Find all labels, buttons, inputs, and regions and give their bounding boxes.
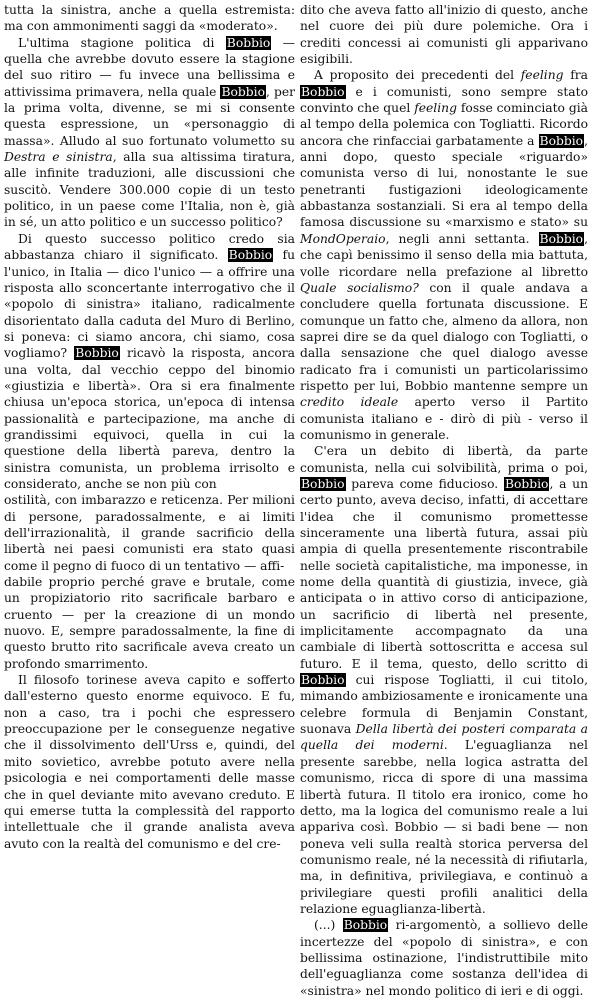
text-run: , a un certo punto, aveva deciso, infatti, di accettare l'idea che il comunismo promettesse sinceramente una libertà futura, assai più ampia di quella presentemente riscontrabile nelle società capitalistiche, ma imponesse, in nome della quantità di giustizia, invece, già anticipata o in attivo corso di anticipazione, un sacrificio di libertà nel presente, implicitamente accompagnato da una cambiale di libertà sottoscritta e accesa sul futuro. E il tema, questo, dello scritto di [300, 476, 589, 671]
text-run: (...) [314, 918, 343, 933]
paragraph [300, 443, 588, 917]
text-run: , che capì benissimo il senso della mia battuta, volle ricordare nella prefazione al libretto [300, 231, 588, 279]
text-run: con il quale andava a concludere quella fortunata discussione. E comunque un fatto che, almeno da allora, non saprei dire se da quel dialogo con Togliatti, o dalla sensazione che quel dialogo avesse radicato fra i comunisti un particolarissimo rispetto per lui, Bobbio mantenne sempre un [300, 280, 588, 393]
highlighted-name: Bobbio [301, 84, 345, 99]
text-run: — quella che avrebbe dovuto essere la stagione del suo ritiro — fu invece una bellissima e attivissima primavera, nella quale [4, 35, 295, 99]
text-run: , per la prima volta, divenne, se mi si consente questa espressione, un «personaggio di massa». Alludo al suo fortunato volumetto su [4, 84, 295, 148]
text-run: fosse cominciato già al tempo della polemica con Togliatti. Ricordo ancora che rinfacciai garbatamente a [300, 101, 589, 148]
paragraph: dito che aveva fatto all'inizio di questo, anche nel cuore dei più dure polemiche. Ora i crediti concessi ai comunisti gli apparivano esigibili. [300, 3, 588, 67]
text-run: A proposito dei precedenti del [314, 68, 521, 83]
paragraph [4, 231, 295, 493]
right-column [300, 2, 588, 999]
paragraph: Il filosofo torinese aveva capito e sofferto dall'esterno questo enorme equivoco. E fu, non a caso, tra i pochi che espressero preoccupazione per le conseguenze negative che il dissolvimento dell'Urss e, quindi, del mito sovietico, avrebbe potuto avere nella psicologia e nei comportamenti delle masse che in quel deviante mito avevano creduto. E qui emerse tutta la complessità del rapporto intellettuale che il grande analista aveva avuto con la realtà del comunismo e del cre- [4, 673, 295, 851]
paragraph [4, 35, 295, 231]
highlighted-name: Bobbio [343, 918, 388, 933]
italic-term: feeling [414, 101, 457, 116]
highlighted-name: Bobbio [301, 673, 345, 688]
text-run: , anni dopo, questo speciale «riguardo» comunista verso di lui, nonostante le sue penetranti fustigazioni ideologicamente abbastanza sostanziali. Si era al tempo della famosa discussione su «marxismo e stato» su [300, 133, 588, 230]
italic-term: feeling [520, 68, 564, 83]
text-run: fra [563, 68, 588, 83]
paragraph-continued: dabile proprio perché grave e brutale, come un propiziatorio rito sacrificale barbaro e cruento — per la creazione di un mondo nuovo. E, sempre paradossalmente, la fine di questo brutto rito sacrificale aveva creato un profondo smarrimento. [4, 575, 295, 671]
journal-title: MondOperaio [300, 231, 386, 246]
highlighted-name: Bobbio [539, 231, 584, 246]
text-run: fu l'unico, in Italia — dico l'unico — a offrire una risposta allo sconcertante interrogativo che il «popolo di sinistra» italiano, radicalmente disorientato dalla caduta del Muro di Berlino, si poneva: ci siamo ancora, chi siamo, cosa vogliamo? [4, 248, 295, 361]
text-run: L'ultima stagione politica di [18, 35, 226, 50]
paragraph [300, 67, 588, 443]
left-column [4, 2, 295, 852]
text-run: , alla sua altissima tiratura, alle infinite traduzioni, alle discussioni che suscitò. Vendere 300.000 copie di un testo politico, in un paese come l'Italia, non è, già in sé, un atto politico e un successo politico? [4, 150, 295, 230]
book-title: Quale socialismo? [300, 280, 419, 295]
highlighted-name: Bobbio [226, 35, 271, 50]
text-run: Di questo successo politico credo sia abbastanza chiaro il significato. [4, 231, 295, 263]
text-run: . L'eguaglianza nel presente sarebbe, nella logica astratta del comunismo, ricca di spore di una massima libertà futura. Il titolo era ironico, come ho detto, ma la logica del comunismo reale a lui appariva così. Bobbio — si badi bene — non poneva veli sulla realtà storica perversa del comunismo reale, né la necessità di rifiutarla, ma, in definitiva, privilegiava, e continuò a privilegiare questi profili analitici della relazione eguaglianza-libertà. [300, 738, 588, 916]
highlighted-name: Bobbio [301, 476, 345, 491]
paragraph: tutta la sinistra, anche a quella estremista: ma con ammonimenti saggi da «moderato». [4, 3, 295, 34]
text-run: ricavò la risposta, ancora una volta, dal vecchio ceppo del binomio «giustizia e libertà». Ora si era finalmente chiusa un'epoca storica, un'epoca di intensa passionalità e partecipazione, ma anche di grandissimi equivoci, quella in cui la questione della libertà pareva, dentro la sinistra comunista, un problema irrisolto e considerato, anche se non più con [4, 346, 295, 491]
text-run: e i comunisti, sono sempre stato convinto che quel [300, 84, 588, 116]
book-title: Destra e sinistra [4, 150, 113, 165]
highlighted-name: Bobbio [504, 476, 549, 491]
highlighted-name: Bobbio [75, 346, 119, 361]
highlighted-name: Bobbio [221, 84, 266, 99]
wrapped-text-block: ostilità, con imbarazzo e reticenza. Per milioni di persone, paradossalmente, e ai limiti dell'irrazionalità, il grande sacrificio della libertà nei paesi comunisti era stato quasi come il pegno di fuoco di un tentativo — affi- [4, 493, 295, 573]
text-run: pareva come fiducioso. [345, 476, 504, 491]
paragraph [300, 917, 588, 999]
text-run: cui rispose Togliatti, il cui titolo, mimando ambiziosamente e ironicamente una celebre formula di Benjamin Constant, suonava [300, 673, 588, 737]
text-run: C'era un debito di libertà, da parte comunista, nella cui solvibilità, prima o poi, [300, 444, 588, 475]
highlighted-name: Bobbio [228, 248, 273, 263]
text-run: ri-argomentò, a sollievo delle incertezze del «popolo di sinistra», e con bellissima ostinazione, l'indistruttibile mito dell'eguaglianza come sostanza dell'idea di «sinistra» nel mondo politico di ieri e di oggi. [300, 918, 588, 998]
text-run: , negli anni settanta. [385, 231, 539, 246]
text-run: aperto verso il Partito comunista italiano e - dirò di più - verso il comunismo in generale. [300, 395, 589, 442]
highlighted-name: Bobbio [539, 133, 584, 148]
book-title: Della libertà dei posteri comparata a quella dei moderni [300, 722, 588, 753]
italic-term: credito ideale [300, 395, 399, 410]
